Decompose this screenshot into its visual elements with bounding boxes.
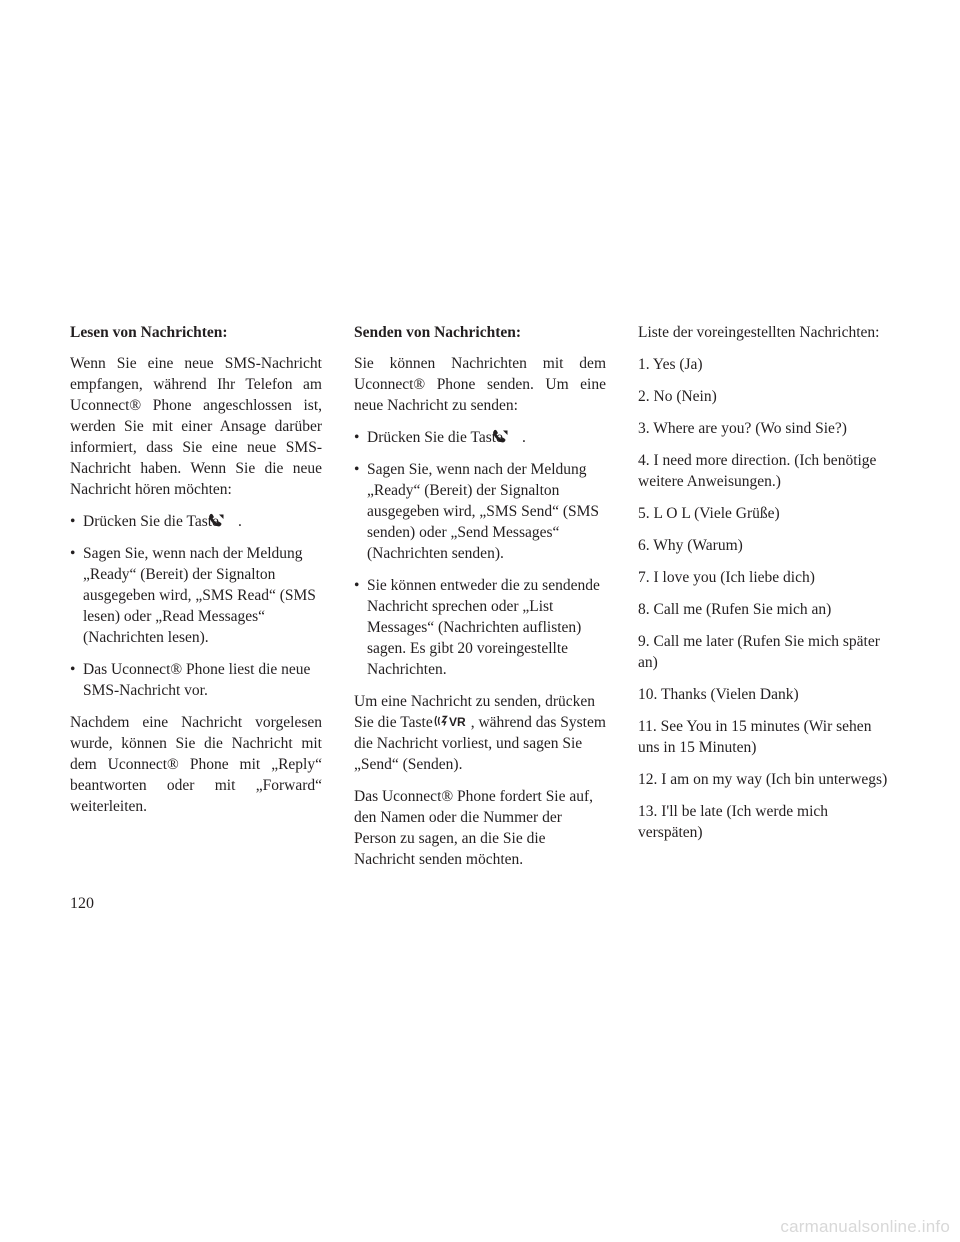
column-preset-messages [638, 322, 890, 854]
list-item: 9. Call me later (Rufen Sie mich später an) [638, 633, 880, 671]
list-item: 12. I am on my way (Ich bin unterwegs) [638, 771, 888, 788]
preset-message-list [638, 354, 890, 843]
column-reading-messages [70, 322, 322, 828]
list-item: 10. Thanks (Vielen Dank) [638, 686, 799, 703]
list-item: 11. See You in 15 minutes (Wir sehen uns in 15 Minuten) [638, 718, 872, 756]
paragraph-text-start: Um eine Nachricht zu senden, drücken Sie die Taste [354, 693, 596, 731]
reading-bullet-phone-reads: • Das Uconnect® Phone liest die neue SMS-Nachricht vor. [70, 659, 322, 701]
section-heading-reading: Lesen von Nachrichten: [70, 324, 228, 341]
list-item: 5. L O L (Viele Grüße) [638, 505, 780, 522]
sending-bullet-speak-or-list: • Sie können entweder die zu sendende Nachricht sprechen oder „List Messages“ (Nachrichten auflisten) sagen. Es gibt 20 voreingestellte Nachrichten. [354, 575, 606, 680]
paragraph-text-end: , während das System die Nachricht vorliest, und sagen Sie „Send“ (Senden). [354, 714, 606, 773]
column-sending-messages [354, 322, 606, 881]
page-number: 120 [70, 895, 94, 912]
watermark: carmanualsonline.info [780, 1217, 950, 1236]
list-item: 6. Why (Warum) [638, 537, 743, 554]
list-item: 7. I love you (Ich liebe dich) [638, 569, 815, 586]
list-item: 1. Yes (Ja) [638, 356, 703, 373]
voice-icon-label: VR [448, 715, 466, 728]
list-item: 4. I need more direction. (Ich benötige weitere Anweisungen.) [638, 452, 877, 490]
reading-bullet-press-phone [70, 511, 322, 532]
preset-list-intro: Liste der voreingestellten Nachrichten: [638, 324, 880, 341]
sending-send-paragraph [354, 691, 606, 775]
voice-recognition-icon [433, 713, 471, 727]
reading-bullet-say-command: • Sagen Sie, wenn nach der Meldung „Ready“ (Bereit) der Signalton ausgegeben wird, „SMS Read“ (SMS lesen) oder „Read Messages“ (Nachrichten lesen). [70, 543, 322, 648]
bullet-text: Drücken Sie die Taste [367, 429, 503, 446]
sending-intro-paragraph: Sie können Nachrichten mit dem Uconnect® Phone senden. Um eine neue Nachricht zu senden: [354, 355, 606, 414]
bullet-end: . [237, 513, 242, 530]
sending-bullet-say-command: • Sagen Sie, wenn nach der Meldung „Ready“ (Bereit) der Signalton ausgegeben wird, „SMS Send“ (SMS senden) oder „Send Messages“ (Nachrichten senden). [354, 459, 606, 564]
list-item: 13. I'll be late (Ich werde mich verspäten) [638, 803, 829, 841]
bullet-end: . [521, 429, 526, 446]
bullet-text: Drücken Sie die Taste [83, 513, 219, 530]
phone-icon [505, 428, 522, 442]
sending-bullet-press-phone [354, 427, 606, 448]
list-item: 3. Where are you? (Wo sind Sie?) [638, 420, 847, 437]
sending-prompt-paragraph: Das Uconnect® Phone fordert Sie auf, den Namen oder die Nummer der Person zu sagen, an die Sie die Nachricht senden möchten. [354, 788, 594, 868]
list-item: 8. Call me (Rufen Sie mich an) [638, 601, 832, 618]
reading-intro-paragraph: Wenn Sie eine neue SMS-Nachricht empfangen, während Ihr Telefon am Uconnect® Phone angeschlossen ist, werden Sie mit einer Ansage darüber informiert, dass Sie eine neue SMS-Nachricht haben. Wenn Sie die neue Nachricht hören möchten: [70, 355, 322, 498]
section-heading-sending: Senden von Nachrichten: [354, 324, 522, 341]
reading-closing-paragraph: Nachdem eine Nachricht vorgelesen wurde, können Sie die Nachricht mit dem Uconnect® Phone mit „Reply“ beantworten oder mit „Forward“ weiterleiten. [70, 714, 322, 815]
list-item: 2. No (Nein) [638, 388, 717, 405]
phone-icon [221, 512, 238, 526]
